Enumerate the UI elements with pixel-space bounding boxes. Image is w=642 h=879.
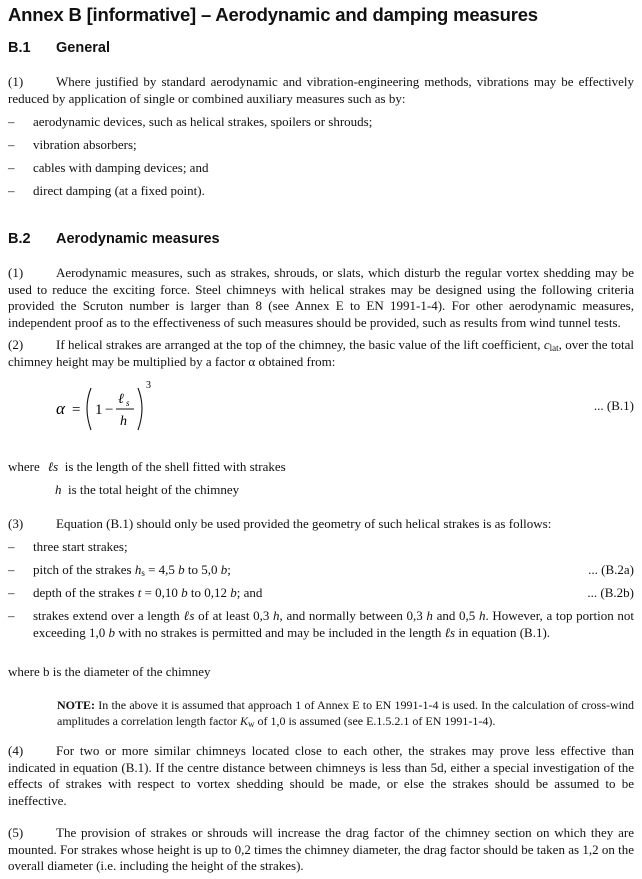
paragraph-text: Where justified by standard aerodynamic and vibration-engineering methods, vibrations may be effectively reduced by application of single or combined auxiliary measures such as by:	[8, 74, 634, 106]
list-item: – cables with damping devices; and	[8, 160, 209, 175]
note-label: NOTE:	[57, 698, 96, 712]
section-b2-heading	[8, 231, 220, 247]
equation-reference: ... (B.1)	[593, 398, 634, 413]
strake-length-symbol: ℓ	[118, 392, 124, 407]
left-parenthesis	[87, 388, 91, 430]
b2-paragraph-3: (3) Equation (B.1) should only be used provided the geometry of such helical strakes is as follows:	[8, 516, 552, 531]
section-title: Aerodynamic measures	[56, 231, 220, 247]
list-item: – aerodynamic devices, such as helical strakes, spoilers or shrouds;	[8, 114, 373, 129]
list-item: – pitch of the strakes $h_s = 4,5$ b to 5,0 b; ... (B.2a)	[8, 562, 634, 578]
section-title: General	[56, 40, 110, 56]
equals-sign: =	[72, 402, 81, 418]
b2-paragraph-5: (5) The provision of strakes or shrouds will increase the drag factor of the chimney section on which they are mounted. For strakes whose height is up to 0,2 times the chimney diameter, the drag factor should be taken as 1,2 on the overall diameter (i.e. including the height of the strakes).	[8, 825, 634, 873]
paragraph-number: (1)	[8, 74, 24, 89]
right-parenthesis	[138, 388, 142, 430]
section-number: B.2	[8, 231, 31, 247]
where-line-1: where ℓs is the length of the shell fitted with strakes	[8, 459, 286, 474]
alpha-symbol: α	[56, 399, 65, 418]
b2-paragraph-4: (4) For two or more similar chimneys located close to each other, the strakes may prove less effective than indicated in equation (B.1). If the centre distance between chimneys is less than 5d, either a special investigation of the effects of strakes with respect to vortex shedding should be made, or else the strakes should be assumed to be ineffective.	[8, 743, 634, 808]
note-block: NOTE: In the above it is assumed that approach 1 of Annex E to EN 1991-1-4 is used. In the calculation of cross-wind amplitudes a correlation length factor $K_w$ of 1,0 is assumed (see E.1.5.2.1 of EN 1991-1-4).	[57, 698, 634, 729]
equation-reference: ... (B.2a)	[588, 562, 634, 577]
list-item: – direct damping (at a fixed point).	[8, 183, 205, 198]
equation-graphic	[52, 378, 252, 444]
b2-paragraph-1	[8, 265, 634, 331]
section-number: B.1	[8, 40, 31, 56]
where-b-line: where b is the diameter of the chimney	[8, 664, 211, 679]
annex-title: Annex B [informative] – Aerodynamic and damping measures	[8, 4, 538, 25]
list-item: – strakes extend over a length ℓs of at least 0,3 h, and normally between 0,3 h and 0,5 h. However, a top portion not exceeding 1,0 b with no strakes is permitted and may be included in the length ℓs in equation (B.1).	[8, 608, 634, 640]
b1-paragraph-1	[8, 74, 634, 107]
number-one: 1	[95, 402, 103, 418]
list-item: – depth of the strakes t = 0,10 b to 0,12 b; and ... (B.2b)	[8, 585, 634, 600]
paragraph-text: Aerodynamic measures, such as strakes, shrouds, or slats, which disturb the regular vortex shedding may be used to reduce the exciting force. Steel chimneys with helical strakes may be designed using the following criteria provided the Scruton number is larger than 8 (see Annex E to EN 1991-1-4). For other aerodynamic measures, independent proof as to the effectiveness of such measures should be provided, such as results from wind tunnel tests.	[8, 265, 634, 330]
b2-paragraph-2: (2) If helical strakes are arranged at the top of the chimney, the basic value of the lift coefficient, $c_{lat}$, over the total chimney height may be multiplied by a factor α obtained from:	[8, 337, 634, 369]
list-item: – three start strakes;	[8, 539, 128, 554]
where-line-2: h is the total height of the chimney	[55, 482, 240, 497]
lift-coefficient-symbol: c	[543, 337, 550, 352]
equation-b1	[52, 378, 634, 444]
equation-reference: ... (B.2b)	[587, 585, 634, 600]
minus-sign: −	[105, 402, 114, 418]
paragraph-number: (1)	[8, 265, 24, 280]
subscript-s: s	[126, 398, 130, 408]
height-symbol: h	[120, 414, 127, 429]
list-item: – vibration absorbers;	[8, 137, 137, 152]
exponent: 3	[146, 380, 151, 391]
section-b1-heading	[8, 40, 110, 56]
